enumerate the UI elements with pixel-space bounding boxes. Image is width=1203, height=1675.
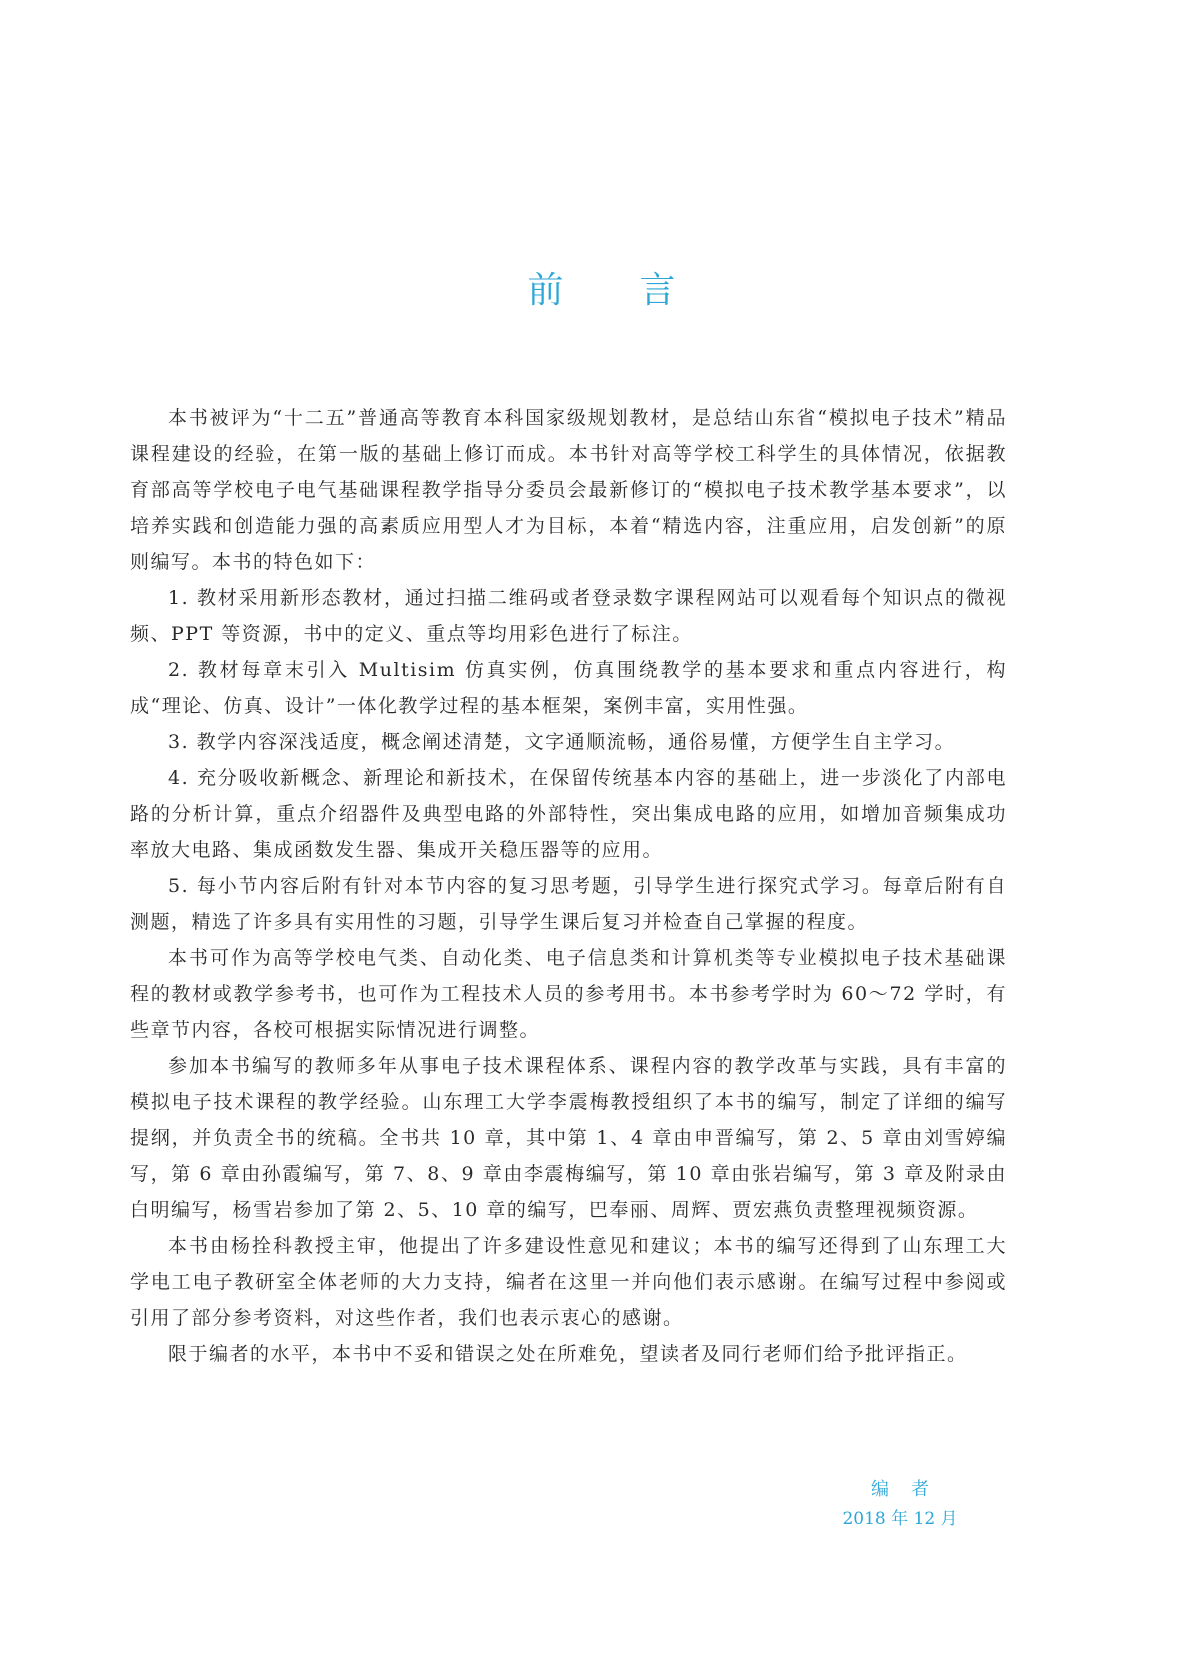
page-title: 前言 — [527, 270, 752, 311]
feature-item-1: 1. 教材采用新形态教材，通过扫描二维码或者登录数字课程网站可以观看每个知识点的微视频、PPT 等资源，书中的定义、重点等均用彩色进行了标注。 — [130, 587, 1007, 645]
signature-date: 2018 年 12 月 — [842, 1509, 958, 1529]
signature-role: 编者 — [871, 1479, 951, 1500]
feature-item-2: 2. 教材每章末引入 Multisim 仿真实例，仿真围绕教学的基本要求和重点内容进行，构成“理论、仿真、设计”一体化教学过程的基本框架，案例丰富，实用性强。 — [130, 659, 1007, 717]
feature-item-4: 4. 充分吸收新概念、新理论和新技术，在保留传统基本内容的基础上，进一步淡化了内部电路的分析计算，重点介绍器件及典型电路的外部特性，突出集成电路的应用，如增加音频集成功率放大电路、集成函数发生器、集成开关稳压器等的应用。 — [130, 767, 1007, 861]
paragraph-acknowledgement: 本书由杨拴科教授主审，他提出了许多建设性意见和建议；本书的编写还得到了山东理工大学电工电子教研室全体老师的大力支持，编者在这里一并向他们表示感谢。在编写过程中参阅或引用了部分参考资料，对这些作者，我们也表示衷心的感谢。 — [130, 1235, 1007, 1329]
feature-item-5: 5. 每小节内容后附有针对本节内容的复习思考题，引导学生进行探究式学习。每章后附有自测题，精选了许多具有实用性的习题，引导学生课后复习并检查自己掌握的程度。 — [130, 875, 1007, 933]
signature-block — [800, 1475, 1000, 1533]
feature-item-3: 3. 教学内容深浅适度，概念阐述清楚，文字通顺流畅，通俗易懂，方便学生自主学习。 — [168, 731, 956, 753]
paragraph-authors: 参加本书编写的教师多年从事电子技术课程体系、课程内容的教学改革与实践，具有丰富的模拟电子技术课程的教学经验。山东理工大学李震梅教授组织了本书的编写，制定了详细的编写提纲，并负责全书的统稿。全书共 10 章，其中第 1、4 章由申晋编写，第 2、5 章由刘雪婷编写，第 6 章由孙霞编写，第 7、8、9 章由李震梅编写，第 10 章由张岩编写，第 3 章及附录由白明编写，杨雪岩参加了第 2、5、10 章的编写，巴奉丽、周辉、贾宏燕负责整理视频资源。 — [130, 1055, 1007, 1221]
preface-body — [130, 400, 1007, 1372]
paragraph-intro: 本书被评为“十二五”普通高等教育本科国家级规划教材，是总结山东省“模拟电子技术”精品课程建设的经验，在第一版的基础上修订而成。本书针对高等学校工科学生的具体情况，依据教育部高等学校电子电气基础课程教学指导分委员会最新修订的“模拟电子技术教学基本要求”，以培养实践和创造能力强的高素质应用型人才为目标，本着“精选内容，注重应用，启发创新”的原则编写。本书的特色如下： — [130, 407, 1007, 573]
paragraph-closing: 限于编者的水平，本书中不妥和错误之处在所难免，望读者及同行老师们给予批评指正。 — [168, 1343, 968, 1365]
paragraph-usage: 本书可作为高等学校电气类、自动化类、电子信息类和计算机类等专业模拟电子技术基础课程的教材或教学参考书，也可作为工程技术人员的参考用书。本书参考学时为 60～72 学时，有些章节内容，各校可根据实际情况进行调整。 — [130, 947, 1007, 1041]
